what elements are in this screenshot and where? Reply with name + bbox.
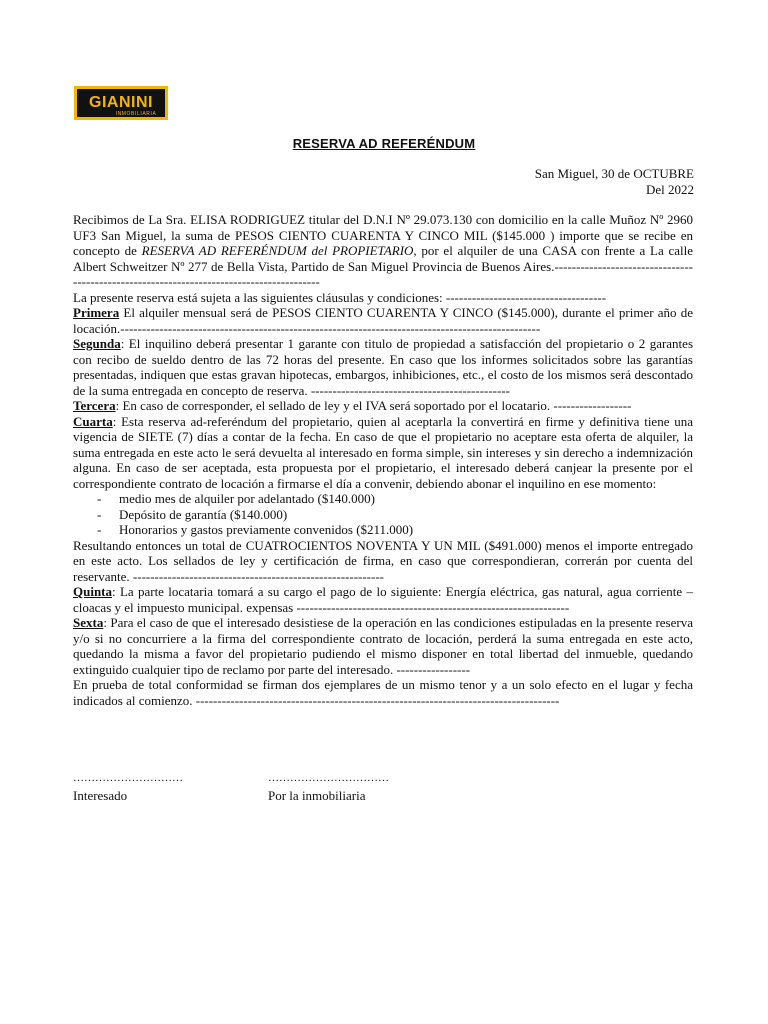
clause-label: Primera — [73, 305, 120, 320]
clause-primera — [73, 305, 693, 336]
date-line-2: Del 2022 — [645, 181, 694, 197]
clause-text: El alquiler mensual será de PESOS CIENTO CUARENTA Y CINCO ($145.000), durante el primer año de locación.------------------------------------------------------------------------------------------------- — [73, 305, 693, 336]
clause-text: : La parte locataria tomará a su cargo el pago de lo siguiente: Energía eléctrica, gas natural, agua corriente – cloacas y el impuesto municipal. expensas --------------------------------------------------------------- — [73, 584, 693, 615]
clause-text: : El inquilino deberá presentar 1 garante con titulo de propiedad a satisfacción del propietario o 2 garantes con recibo de sueldo dentro de las 72 horas del presente. En caso que los informes solicitados sobre las garantías presentadas, indiquen que estas gravan hipotecas, embargos, inhibiciones, etc., el costo de los mismos será descontado de la suma entregada en concepto de reserva. ---------------------------------------------- — [73, 336, 693, 398]
clause-label: Tercera — [73, 398, 116, 413]
clause-label: Segunda — [73, 336, 121, 351]
signature-line: ………………………… — [73, 772, 183, 784]
date-block — [535, 166, 694, 197]
clause-segunda — [73, 336, 693, 398]
intro-paragraph — [73, 212, 693, 290]
clause-label: Quinta — [73, 584, 113, 599]
signature-inmobiliaria — [268, 770, 389, 804]
intro-text-c: , por el alquiler de una CASA con frente a La calle Albert Schweitzer Nº 277 de Bella Vista, Partido de San Miguel Provincia de Buenos Aires.----------------------------------------------------------------------------------------- — [73, 243, 693, 289]
clause-text: : Para el caso de que el interesado desistiese de la operación en las condiciones estipuladas en la presente reserva y/o si no concurriere a la firma del correspondiente contrato de locación, perderá la suma entregada en este acto, quedando la misma a favor del propietario pudiendo el mismo disponer en total libertad del inmueble, quedando extinguido cualquier tipo de reclamo por parte del interesado. ----------------- — [73, 615, 693, 677]
document-body — [73, 212, 693, 708]
date-line-1: San Miguel, 30 de OCTUBRE — [534, 166, 694, 181]
clauses-intro: La presente reserva está sujeta a las siguientes cláusulas y condiciones: ------------------------------------- — [73, 289, 607, 305]
svg-text:GIANINI: GIANINI — [89, 94, 153, 111]
list-item: - Depósito de garantía ($140.000) — [73, 507, 693, 523]
payment-items-list — [73, 491, 693, 538]
total-paragraph: Resultando entonces un total de CUATROCIENTOS NOVENTA Y UN MIL ($491.000) menos el importe entregado en este acto. Los sellados de ley y certificación de firma, en caso que correspondieran, correrán por cuenta del reservante. ---------------------------------------------------------- — [73, 537, 693, 584]
clause-label: Cuarta — [73, 413, 113, 429]
clause-quinta — [73, 584, 693, 615]
closing-paragraph: En prueba de total conformidad se firman dos ejemplares de un mismo tenor y a un solo efecto en el lugar y fecha indicados al comienzo. ------------------------------------------------------------------------------------ — [73, 677, 693, 708]
signature-label: Por la inmobiliaria — [268, 788, 366, 803]
list-item: - medio mes de alquiler por adelantado ($140.000) — [73, 491, 693, 507]
clause-text: : Esta reserva ad-referéndum del propietario, quien al aceptarla la convertirá en firme y definitiva tiene una vigencia de SIETE (7) días a contar de la fecha. En caso de que el propietario no aceptare esta oferta de alquiler, la suma entregada en este acto le será devuelta al interesado en forma simple, sin intereses y sin derecho a indemnización alguna. En caso de ser aceptada, esta propuesta por el propietario, el interesado deberá canjear la presente por el correspondiente contrato de locación a firmarse el día a convenir, debiendo abonar el inquilino en ese momento: — [73, 413, 693, 491]
list-item: - Honorarios y gastos previamente convenidos ($211.000) — [73, 522, 693, 538]
intro-text-emphasis: RESERVA AD REFERÉNDUM del PROPIETARIO — [141, 243, 414, 258]
signature-line: …………………………… — [268, 772, 389, 784]
clause-sexta — [73, 615, 693, 677]
signature-label: Interesado — [73, 788, 128, 803]
intro-text-a: Recibimos de La Sra. ELISA RODRIGUEZ titular del D.N.I Nº 29.073.130 con domicilio en la calle Muñoz Nº 2960 UF3 San Miguel, la suma de PESOS CIENTO CUARENTA Y CINCO MIL ($145.000 ) importe que se recibe en concepto de — [73, 212, 693, 258]
clause-tercera — [73, 398, 693, 414]
clause-text: : En caso de corresponder, el sellado de ley y el IVA será soportado por el locatario. ------------------ — [115, 398, 632, 413]
signature-interesado — [73, 770, 183, 804]
document-title: RESERVA AD REFERÉNDUM — [292, 136, 476, 151]
clause-cuarta — [73, 414, 693, 492]
gianini-logo-mark — [74, 86, 168, 120]
company-logo — [74, 86, 168, 120]
clause-label: Sexta — [73, 615, 104, 630]
svg-text:INMOBILIARIA: INMOBILIARIA — [115, 111, 157, 117]
